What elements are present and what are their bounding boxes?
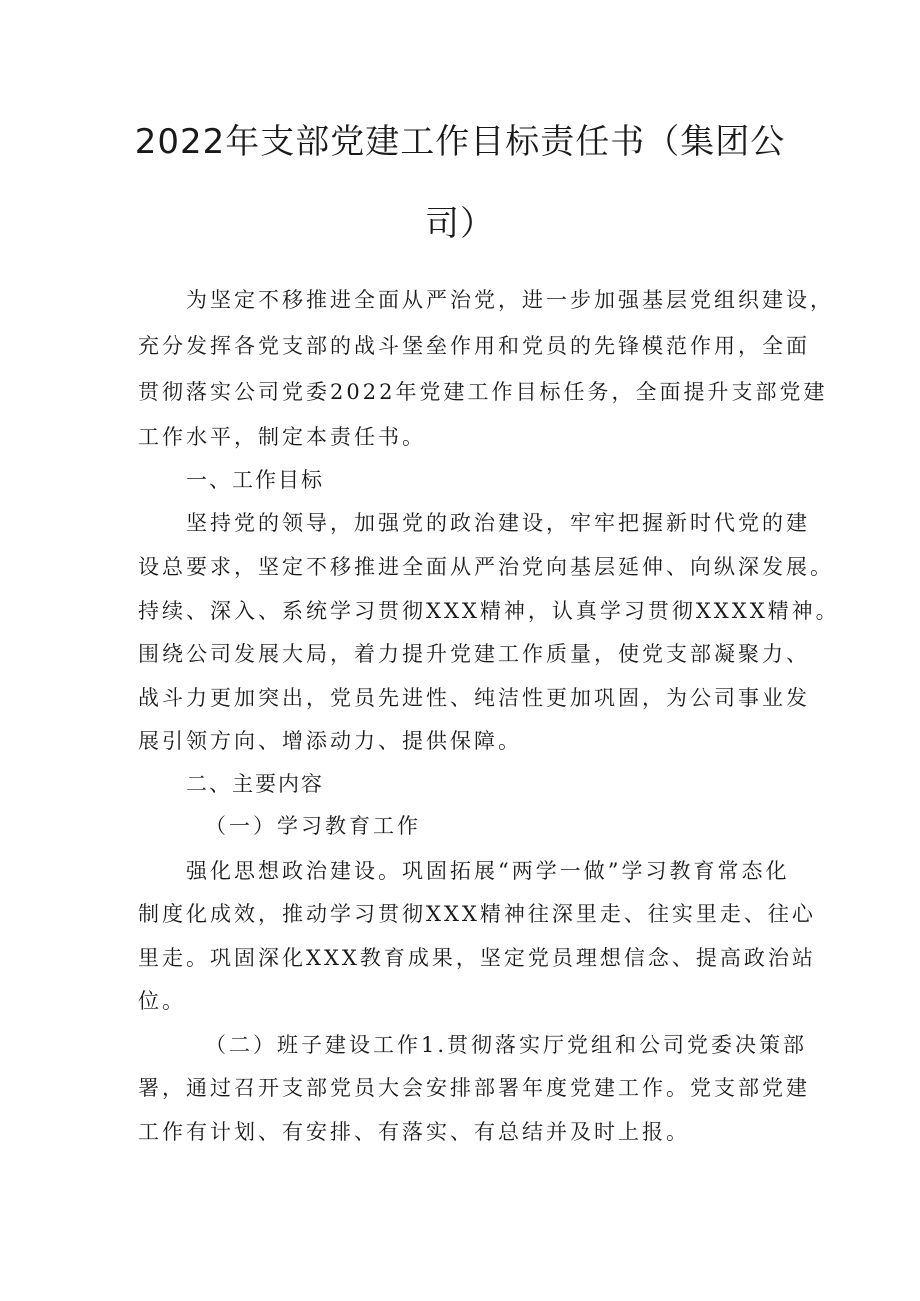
paragraph-intro-line-1: 为坚定不移推进全面从严治党，进一步加强基层党组织建设，	[186, 288, 834, 312]
paragraph-team-line-2: 署，通过召开支部党员大会安排部署年度党建工作。党支部党建	[138, 1076, 810, 1100]
section-heading-goals: 一、工作目标	[186, 468, 324, 492]
paragraph-intro-line-2: 充分发挥各党支部的战斗堡垒作用和党员的先锋模范作用，全面	[138, 334, 810, 358]
paragraph-goals-line-1: 坚持党的领导，加强党的政治建设，牢牢把握新时代党的建	[186, 511, 810, 535]
paragraph-study-line-2: 制度化成效，推动学习贯彻XXX精神往深里走、往实里走、往心	[138, 902, 816, 926]
paragraph-team-line-3: 工作有计划、有安排、有落实、有总结并及时上报。	[138, 1120, 690, 1144]
paragraph-goals-line-2: 设总要求，坚定不移推进全面从严治党向基层延伸、向纵深发展。	[138, 555, 834, 579]
paragraph-study-line-3: 里走。巩固深化XXX教育成果，坚定党员理想信念、提高政治站	[138, 946, 816, 970]
paragraph-intro-line-3: 贯彻落实公司党委2022年党建工作目标任务，全面提升支部党建	[138, 380, 828, 404]
section-heading-content: 二、主要内容	[186, 772, 324, 796]
paragraph-study-line-1: 强化思想政治建设。巩固拓展“两学一做”学习教育常态化	[186, 859, 790, 883]
subsection-heading-study: （一）学习教育工作	[205, 814, 421, 838]
paragraph-goals-line-5: 战斗力更加突出，党员先进性、纯洁性更加巩固，为公司事业发	[138, 686, 810, 710]
paragraph-goals-line-4: 围绕公司发展大局，着力提升党建工作质量，使党支部凝聚力、	[138, 642, 810, 666]
document-title-line-1: 2022年支部党建工作目标责任书（集团公	[134, 122, 786, 162]
document-title-line-2: 司）	[425, 204, 495, 244]
paragraph-goals-line-3: 持续、深入、系统学习贯彻XXX精神，认真学习贯彻XXXX精神。	[138, 599, 840, 623]
paragraph-study-line-4: 位。	[138, 989, 186, 1013]
paragraph-team-line-1: （二）班子建设工作1.贯彻落实厅党组和公司党委决策部	[205, 1033, 808, 1057]
paragraph-intro-line-4: 工作水平，制定本责任书。	[138, 425, 426, 449]
paragraph-goals-line-6: 展引领方向、增添动力、提供保障。	[138, 729, 522, 753]
